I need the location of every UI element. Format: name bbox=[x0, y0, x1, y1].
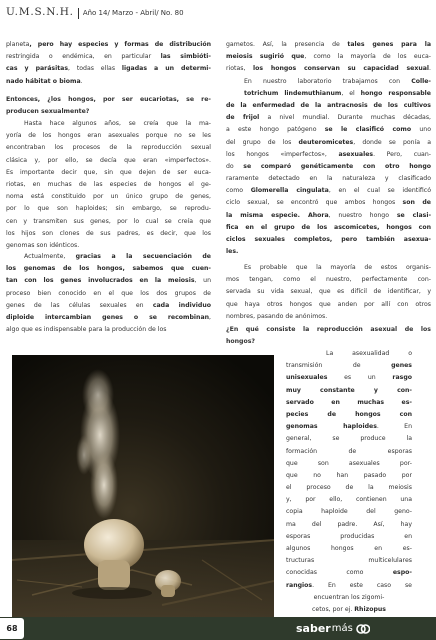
text-line: mos tengan, como el nuestro, perfectamente con- bbox=[226, 276, 431, 284]
bold-text: , pero hay especies y formas de distribución bbox=[29, 41, 211, 48]
logo-word-saber: saber bbox=[296, 622, 331, 635]
text-line bbox=[226, 222, 431, 234]
text-segment: . bbox=[80, 77, 83, 85]
text-line bbox=[286, 470, 412, 482]
page-number: 68 bbox=[0, 618, 24, 639]
text-segment: algo que es indispensable para la producción de los bbox=[6, 326, 167, 334]
text-line bbox=[286, 348, 412, 360]
bold-text: los genomas de los hongos, sabemos que cuen- bbox=[6, 265, 211, 273]
text-line bbox=[286, 604, 412, 616]
text-line bbox=[6, 324, 211, 336]
text-segment: cetos, por ej. bbox=[312, 605, 355, 613]
bold-text: espo- bbox=[392, 569, 412, 577]
text-line bbox=[6, 251, 211, 263]
column1-paragraph2 bbox=[6, 118, 211, 252]
text-segment: que son asexuales por- bbox=[286, 459, 412, 467]
text-line bbox=[286, 409, 412, 421]
text-segment: que no han pasado por bbox=[286, 471, 412, 479]
text-segment: proceso bien conocido en el que los dos grupos de bbox=[6, 289, 211, 297]
text-line bbox=[6, 76, 211, 88]
text-segment: conocidas como bbox=[286, 569, 393, 577]
text-line bbox=[286, 433, 412, 445]
text-line: los hijos son clones de sus padres, es decir, que los bbox=[6, 229, 211, 237]
text-segment: general, se produce la bbox=[286, 435, 412, 443]
bold-text: de frijol bbox=[226, 114, 260, 122]
text-line bbox=[286, 567, 412, 579]
text-line bbox=[286, 592, 412, 604]
text-segment: uno bbox=[411, 126, 431, 134]
column1-question-heading bbox=[6, 94, 211, 118]
bold-text: servado en muchas es- bbox=[286, 398, 412, 406]
bold-text: los hongos conservan su capacidad sexual bbox=[253, 65, 430, 73]
text-segment: , todas ellas bbox=[68, 65, 122, 73]
text-line bbox=[286, 360, 412, 372]
logo-mark-icon bbox=[356, 622, 370, 636]
text-line: que haya otros hongos que anden por allí con otros bbox=[226, 300, 431, 308]
text-line bbox=[226, 39, 431, 51]
text-line bbox=[6, 51, 211, 63]
bold-text: tales genes para la bbox=[347, 41, 431, 48]
text-segment: ma del padre. Así, hay bbox=[286, 520, 412, 528]
bold-text: nado hábitat o bioma bbox=[6, 77, 81, 85]
bold-text: gracias a la secuenciación de bbox=[75, 253, 211, 260]
bold-text: diploide intercambian genes o se recombinan bbox=[6, 313, 210, 321]
text-line bbox=[286, 494, 412, 506]
bold-text: meiosis sugirió que bbox=[226, 53, 305, 61]
text-segment: . Pero, cuan- bbox=[373, 150, 431, 158]
text-segment: genes de las células sexuales en bbox=[6, 301, 153, 309]
text-segment: , como la mayoría de los euca- bbox=[304, 53, 431, 61]
text-segment: a nivel mundial. Durante muchas décadas, bbox=[259, 114, 431, 122]
text-line bbox=[286, 531, 412, 543]
text-line bbox=[6, 288, 211, 300]
bold-text: pecies de hongos con bbox=[286, 410, 412, 418]
text-line: nombres, pasando de anónimos. bbox=[226, 312, 328, 320]
bold-text: fica en el grupo de los ascomicetes, hongos con bbox=[226, 223, 431, 231]
sabermas-logo bbox=[296, 620, 370, 638]
bold-text: son de bbox=[402, 199, 431, 207]
text-line: Es probable que la mayoría de estos organis- bbox=[244, 264, 431, 271]
text-line bbox=[286, 519, 412, 531]
text-segment: Actualmente, bbox=[24, 253, 76, 260]
bold-text: unisexuales bbox=[286, 374, 328, 382]
text-segment: encuentran los zigomi- bbox=[313, 593, 385, 601]
text-line bbox=[286, 506, 412, 518]
text-segment: los hongos «imperfectos», bbox=[226, 150, 339, 158]
text-line bbox=[226, 185, 431, 197]
bold-text: ciclos sexuales completos, pero también asexua- bbox=[226, 236, 431, 243]
text-segment: formación de esporas bbox=[286, 447, 412, 455]
text-line bbox=[226, 124, 431, 136]
bold-text: Colle- bbox=[411, 77, 431, 85]
text-line bbox=[226, 51, 431, 63]
text-line bbox=[226, 149, 431, 161]
bold-text: la misma especie. Ahora bbox=[226, 211, 329, 219]
puffball-mushroom-photo bbox=[12, 355, 274, 617]
bold-text: totrichum lindemuthianum bbox=[244, 89, 342, 97]
bold-text: Glomerella cingulata bbox=[250, 187, 329, 195]
text-line bbox=[226, 210, 431, 222]
bold-text: de la enfermedad de la antracnosis de los cultivos bbox=[226, 101, 431, 109]
text-line bbox=[286, 421, 412, 433]
text-segment: , en el cual se identificó bbox=[328, 187, 431, 195]
text-segment: del grupo de los bbox=[226, 138, 299, 146]
running-header bbox=[6, 6, 184, 20]
text-segment: restringida o endémica, en particular bbox=[6, 53, 161, 61]
bold-text: genes bbox=[391, 362, 412, 370]
bold-text: se clasi- bbox=[396, 211, 431, 219]
bold-text: genomas haploides bbox=[286, 423, 377, 431]
text-segment: esporas producidas en bbox=[286, 532, 412, 540]
text-segment: , un bbox=[194, 277, 211, 285]
bold-text: muy constante y con- bbox=[286, 386, 412, 394]
text-line bbox=[226, 100, 431, 112]
column1-paragraph1 bbox=[6, 39, 211, 88]
bold-text: les. bbox=[226, 248, 239, 256]
bold-text: se comparó genéticamente con otro hongo bbox=[243, 162, 431, 170]
text-segment: , nuestro hongo bbox=[328, 211, 397, 219]
text-line bbox=[6, 275, 211, 287]
logo-word-mas: más bbox=[331, 623, 353, 634]
text-segment: . bbox=[429, 65, 431, 73]
column3-paragraph bbox=[286, 348, 412, 616]
text-line: clásica y, por ello, se decía que eran «imperfectos». bbox=[6, 156, 211, 164]
text-segment: y, por ello, contienen una bbox=[286, 496, 412, 504]
text-line bbox=[6, 39, 211, 51]
text-line: encontraban los procesos de la reproducción sexual bbox=[6, 144, 211, 152]
text-line bbox=[6, 263, 211, 275]
text-line: yoría de los hongos eran asexuales porque no se les bbox=[6, 132, 211, 140]
journal-brand: U.M.S.N.H. bbox=[6, 6, 74, 18]
text-segment: En nuestro laboratorio trabajamos con bbox=[244, 77, 412, 85]
text-segment: . En bbox=[376, 423, 412, 431]
text-line bbox=[6, 312, 211, 324]
text-segment: gametos. Así, la presencia de bbox=[226, 41, 348, 48]
text-segment: riotas, bbox=[226, 65, 254, 73]
text-line: genomas son idénticos. bbox=[6, 241, 80, 249]
text-line bbox=[226, 63, 431, 75]
text-line bbox=[286, 385, 412, 397]
text-line bbox=[226, 161, 431, 173]
text-segment: planeta bbox=[6, 41, 30, 48]
column2-paragraph2 bbox=[226, 262, 431, 323]
bold-text: las simbióti- bbox=[160, 53, 211, 61]
text-line: noma está constituido por un único grupo de genes, bbox=[6, 193, 211, 201]
text-line: servada su vida sexual, que es difícil de identificar, y bbox=[226, 288, 431, 296]
text-line: por lo que son haploides; sin embargo, se reprodu- bbox=[6, 205, 211, 213]
text-segment: ciclo sexual, se encontró que ambos hongos bbox=[226, 199, 403, 207]
text-segment: La asexualidad o bbox=[326, 350, 412, 357]
text-line bbox=[286, 580, 412, 592]
bold-text: tan con los genes involucrados en la meiosis bbox=[6, 277, 195, 285]
text-segment: , el bbox=[341, 89, 361, 97]
bold-text: se le clasificó como bbox=[324, 126, 412, 134]
text-line: Es importante decir que, sin que dejen de ser euca- bbox=[6, 168, 211, 176]
text-segment: transmisión de bbox=[286, 362, 392, 370]
text-segment: es un bbox=[327, 374, 393, 382]
text-line: producen sexualmente? bbox=[6, 108, 90, 116]
text-line bbox=[6, 63, 211, 75]
text-line: riotas, en muchas de las especies de hongos el ge- bbox=[6, 180, 211, 188]
text-segment: do bbox=[226, 162, 244, 170]
bold-text: deuteromicetes bbox=[298, 138, 354, 146]
text-line: Hasta hace algunos años, se creía que la ma- bbox=[24, 120, 211, 127]
bold-text: ligadas a un determi- bbox=[121, 65, 211, 73]
bold-text: rangios bbox=[286, 581, 313, 589]
text-segment: copia haploide del geno- bbox=[286, 508, 412, 516]
text-segment: a este hongo patógeno bbox=[226, 126, 325, 134]
text-line bbox=[286, 482, 412, 494]
text-line bbox=[226, 197, 431, 209]
text-segment: . En este caso se bbox=[312, 581, 412, 589]
text-line bbox=[286, 543, 412, 555]
bold-text: cada individuo bbox=[152, 301, 211, 309]
text-line: hongos? bbox=[226, 338, 256, 346]
text-line bbox=[226, 76, 431, 88]
text-segment: , donde se ponía a bbox=[353, 138, 431, 146]
text-line bbox=[286, 397, 412, 409]
text-line bbox=[286, 446, 412, 458]
bold-text: Rhizopus bbox=[354, 605, 386, 613]
column2-section-heading bbox=[226, 324, 431, 348]
text-line bbox=[286, 555, 412, 567]
text-line: ¿En qué consiste la reproducción asexual de los bbox=[226, 326, 431, 333]
footer-bar bbox=[0, 617, 436, 640]
issue-info: Año 14/ Marzo - Abril/ No. 80 bbox=[82, 9, 184, 17]
bold-text: cas y parásitas bbox=[6, 65, 69, 73]
text-line: cen y transmiten sus genes, por lo cual se creía que bbox=[6, 217, 211, 225]
bold-text: hongo responsable bbox=[360, 89, 431, 97]
text-segment: raramente detectado en la naturaleza y clasificado bbox=[226, 175, 431, 183]
text-line bbox=[226, 173, 431, 185]
text-line bbox=[226, 234, 431, 246]
text-line bbox=[286, 458, 412, 470]
text-segment: como bbox=[226, 187, 251, 195]
header-divider bbox=[78, 8, 79, 19]
bold-text: rasgo bbox=[392, 374, 412, 382]
bold-text: asexuales bbox=[338, 150, 374, 158]
text-line bbox=[226, 88, 431, 100]
column2-paragraph1 bbox=[226, 39, 431, 258]
text-segment: algunos hongos en es- bbox=[286, 545, 412, 552]
text-segment: , bbox=[209, 313, 211, 321]
text-line bbox=[286, 372, 412, 384]
text-line bbox=[226, 137, 431, 149]
text-segment: el proceso de la meiosis bbox=[286, 484, 412, 492]
text-segment: tructuras multicelulares bbox=[286, 557, 412, 565]
text-line bbox=[226, 112, 431, 124]
text-line bbox=[6, 300, 211, 312]
text-line bbox=[226, 246, 431, 258]
column1-paragraph3 bbox=[6, 251, 211, 336]
text-line: Entonces, ¿los hongos, por ser eucariotas, se re- bbox=[6, 96, 211, 103]
